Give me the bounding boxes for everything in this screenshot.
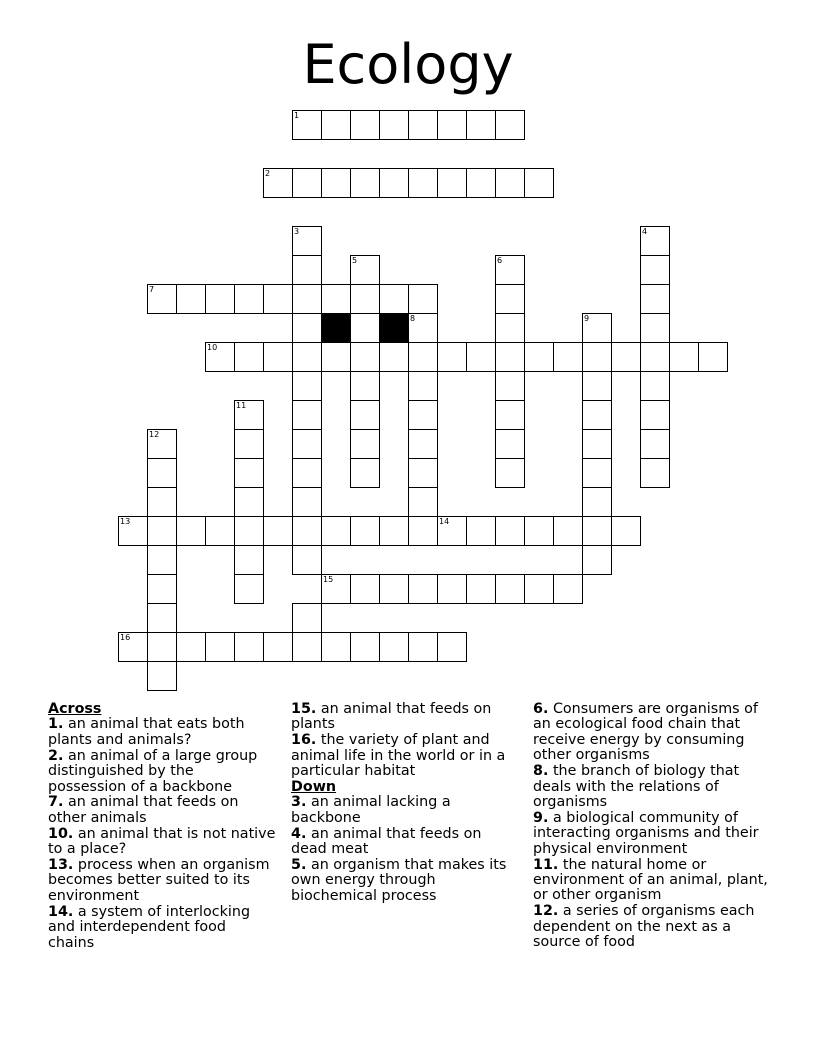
grid-cell[interactable] — [292, 313, 322, 343]
clue-number: 6 — [497, 256, 503, 265]
grid-cell[interactable] — [408, 313, 438, 343]
grid-cell[interactable] — [263, 284, 293, 314]
grid-cell[interactable] — [408, 284, 438, 314]
grid-cell[interactable] — [640, 400, 670, 430]
grid-cell[interactable] — [263, 342, 293, 372]
clue-across-7: 7. an animal that feeds on other animals — [48, 794, 239, 826]
clue-down-9: 9. a biological community of interacting organisms and their physical environment — [533, 809, 759, 857]
grid-cell[interactable] — [350, 574, 380, 604]
grid-cell[interactable] — [524, 516, 554, 546]
clue-across-13: 13. process when an organism becomes better suited to its environment — [48, 857, 270, 904]
grid-cell[interactable] — [118, 516, 148, 546]
grid-cell[interactable] — [234, 400, 264, 430]
clue-down-6: 6. Consumers are organisms of an ecological food chain that receive energy by consuming other organisms — [533, 701, 758, 764]
grid-cell[interactable] — [205, 284, 235, 314]
grid-cell[interactable] — [176, 516, 206, 546]
grid-cell[interactable] — [553, 342, 583, 372]
clue-number: 9 — [584, 314, 590, 323]
grid-cell[interactable] — [495, 255, 525, 285]
grid-cell[interactable] — [379, 632, 409, 662]
grid-cell[interactable] — [350, 400, 380, 430]
clue-number: 1 — [294, 111, 300, 120]
grid-block — [321, 313, 351, 343]
grid-cell[interactable] — [582, 371, 612, 401]
grid-cell[interactable] — [495, 458, 525, 488]
grid-cell[interactable] — [292, 371, 322, 401]
grid-cell[interactable] — [292, 226, 322, 256]
grid-cell[interactable] — [350, 255, 380, 285]
grid-cell[interactable] — [408, 400, 438, 430]
grid-cell[interactable] — [147, 487, 177, 517]
grid-cell[interactable] — [640, 284, 670, 314]
grid-cell[interactable] — [321, 168, 351, 198]
grid-cell[interactable] — [437, 168, 467, 198]
grid-cell[interactable] — [640, 371, 670, 401]
grid-cell[interactable] — [582, 342, 612, 372]
clue-down-8: 8. the branch of biology that deals with the relations of organisms — [533, 763, 740, 810]
grid-cell[interactable] — [292, 284, 322, 314]
grid-cell[interactable] — [437, 516, 467, 546]
grid-cell[interactable] — [263, 168, 293, 198]
grid-cell[interactable] — [379, 284, 409, 314]
grid-cell[interactable] — [582, 313, 612, 343]
grid-cell[interactable] — [321, 516, 351, 546]
grid-cell[interactable] — [466, 110, 496, 140]
grid-cell[interactable] — [321, 574, 351, 604]
grid-cell[interactable] — [466, 516, 496, 546]
grid-cell[interactable] — [350, 516, 380, 546]
grid-cell[interactable] — [640, 429, 670, 459]
grid-cell[interactable] — [147, 429, 177, 459]
grid-cell[interactable] — [118, 632, 148, 662]
grid-cell[interactable] — [147, 516, 177, 546]
grid-cell[interactable] — [147, 661, 177, 691]
grid-cell[interactable] — [234, 458, 264, 488]
grid-cell[interactable] — [495, 429, 525, 459]
clue-number: 14 — [439, 517, 450, 526]
grid-cell[interactable] — [147, 574, 177, 604]
grid-cell[interactable] — [292, 168, 322, 198]
grid-cell[interactable] — [379, 342, 409, 372]
grid-cell[interactable] — [553, 574, 583, 604]
grid-cell[interactable] — [379, 574, 409, 604]
grid-cell[interactable] — [234, 284, 264, 314]
grid-cell[interactable] — [350, 168, 380, 198]
clue-number: 2 — [265, 169, 271, 178]
grid-cell[interactable] — [495, 574, 525, 604]
grid-cell[interactable] — [495, 110, 525, 140]
clue-down-4: 4. an animal that feeds on dead meat — [291, 825, 482, 858]
grid-cell[interactable] — [205, 342, 235, 372]
grid-cell[interactable] — [408, 429, 438, 459]
grid-cell[interactable] — [379, 110, 409, 140]
grid-cell[interactable] — [292, 400, 322, 430]
grid-cell[interactable] — [408, 342, 438, 372]
grid-cell[interactable] — [611, 516, 641, 546]
grid-cell[interactable] — [524, 342, 554, 372]
clue-across-2: 2. an animal of a large group distinguished by the possession of a backbone — [48, 747, 258, 795]
grid-cell[interactable] — [640, 313, 670, 343]
grid-block — [379, 313, 409, 343]
grid-cell[interactable] — [147, 632, 177, 662]
clue-number: 11 — [236, 401, 247, 410]
grid-cell[interactable] — [582, 516, 612, 546]
grid-cell[interactable] — [379, 168, 409, 198]
grid-cell[interactable] — [582, 487, 612, 517]
grid-cell[interactable] — [234, 632, 264, 662]
clues-column-2 — [291, 702, 519, 905]
clue-across-10: 10. an animal that is not native to a place? — [48, 825, 276, 858]
grid-cell[interactable] — [292, 487, 322, 517]
grid-cell[interactable] — [582, 458, 612, 488]
grid-cell[interactable] — [234, 574, 264, 604]
grid-cell[interactable] — [495, 371, 525, 401]
clue-number: 15 — [323, 575, 334, 584]
grid-cell[interactable] — [553, 516, 583, 546]
grid-cell[interactable] — [640, 458, 670, 488]
grid-cell[interactable] — [408, 516, 438, 546]
grid-cell[interactable] — [495, 313, 525, 343]
clue-number: 7 — [149, 285, 155, 294]
grid-cell[interactable] — [640, 255, 670, 285]
grid-cell[interactable] — [408, 371, 438, 401]
grid-cell[interactable] — [669, 342, 699, 372]
grid-cell[interactable] — [611, 342, 641, 372]
grid-cell[interactable] — [292, 603, 322, 633]
clue-down-5: 5. an organism that makes its own energy through biochemical process — [291, 857, 507, 904]
grid-cell[interactable] — [582, 429, 612, 459]
clue-number: 8 — [410, 314, 416, 323]
grid-cell[interactable] — [437, 342, 467, 372]
clue-across-16: 16. the variety of plant and animal life in the world or in a particular habitat — [291, 732, 506, 780]
grid-cell[interactable] — [495, 342, 525, 372]
grid-cell[interactable] — [292, 458, 322, 488]
grid-cell[interactable] — [292, 342, 322, 372]
grid-cell[interactable] — [350, 429, 380, 459]
grid-cell[interactable] — [640, 226, 670, 256]
grid-cell[interactable] — [437, 110, 467, 140]
grid-cell[interactable] — [147, 603, 177, 633]
grid-cell[interactable] — [321, 632, 351, 662]
grid-cell[interactable] — [466, 168, 496, 198]
grid-cell[interactable] — [292, 632, 322, 662]
grid-cell[interactable] — [495, 284, 525, 314]
grid-cell[interactable] — [234, 487, 264, 517]
grid-cell[interactable] — [321, 110, 351, 140]
grid-cell[interactable] — [408, 632, 438, 662]
clue-down-3: 3. an animal lacking a backbone — [291, 794, 451, 826]
clues-column-1 — [48, 702, 276, 952]
clue-down-11: 11. the natural home or environment of an animal, plant, or other organism — [533, 856, 768, 904]
grid-cell[interactable] — [234, 429, 264, 459]
down-heading: Down — [291, 779, 337, 796]
grid-cell[interactable] — [263, 632, 293, 662]
grid-cell[interactable] — [408, 574, 438, 604]
grid-cell[interactable] — [408, 168, 438, 198]
grid-cell[interactable] — [350, 313, 380, 343]
grid-cell[interactable] — [234, 516, 264, 546]
grid-cell[interactable] — [205, 632, 235, 662]
grid-cell[interactable] — [437, 574, 467, 604]
clue-number: 5 — [352, 256, 358, 265]
grid-cell[interactable] — [524, 574, 554, 604]
grid-cell[interactable] — [495, 516, 525, 546]
grid-cell[interactable] — [292, 429, 322, 459]
clue-across-1: 1. an animal that eats both plants and animals? — [48, 716, 245, 748]
grid-cell[interactable] — [466, 574, 496, 604]
across-heading: Across — [48, 701, 102, 717]
grid-cell[interactable] — [524, 168, 554, 198]
clue-across-14: 14. a system of interlocking and interdependent food chains — [48, 903, 251, 951]
grid-cell[interactable] — [408, 487, 438, 517]
grid-cell[interactable] — [205, 516, 235, 546]
page-title: Ecology — [302, 33, 514, 96]
grid-cell[interactable] — [292, 545, 322, 575]
grid-cell[interactable] — [408, 110, 438, 140]
grid-cell[interactable] — [640, 342, 670, 372]
grid-cell[interactable] — [321, 284, 351, 314]
grid-cell[interactable] — [292, 516, 322, 546]
grid-cell[interactable] — [350, 458, 380, 488]
grid-cell[interactable] — [582, 400, 612, 430]
grid-cell[interactable] — [263, 516, 293, 546]
grid-cell[interactable] — [147, 284, 177, 314]
grid-cell[interactable] — [350, 110, 380, 140]
clue-number: 16 — [120, 633, 131, 642]
grid-cell[interactable] — [176, 284, 206, 314]
grid-cell[interactable] — [350, 284, 380, 314]
clue-number: 10 — [207, 343, 218, 352]
grid-cell[interactable] — [698, 342, 728, 372]
grid-cell[interactable] — [437, 632, 467, 662]
clues-column-3 — [533, 702, 769, 951]
grid-cell[interactable] — [147, 545, 177, 575]
grid-cell[interactable] — [234, 342, 264, 372]
grid-cell[interactable] — [379, 516, 409, 546]
grid-cell[interactable] — [292, 110, 322, 140]
grid-cell[interactable] — [176, 632, 206, 662]
clue-number: 12 — [149, 430, 160, 439]
grid-cell[interactable] — [292, 255, 322, 285]
grid-cell[interactable] — [350, 371, 380, 401]
grid-cell[interactable] — [495, 400, 525, 430]
grid-cell[interactable] — [147, 458, 177, 488]
grid-cell[interactable] — [350, 342, 380, 372]
clue-across-15: 15. an animal that feeds on plants — [291, 701, 492, 733]
grid-cell[interactable] — [582, 545, 612, 575]
grid-cell[interactable] — [408, 458, 438, 488]
clue-number: 4 — [642, 227, 648, 236]
grid-cell[interactable] — [234, 545, 264, 575]
clue-down-12: 12. a series of organisms each dependent on the next as a source of food — [533, 903, 755, 951]
grid-cell[interactable] — [495, 168, 525, 198]
grid-cell[interactable] — [321, 342, 351, 372]
clue-number: 13 — [120, 517, 131, 526]
grid-cell[interactable] — [350, 632, 380, 662]
grid-cell[interactable] — [466, 342, 496, 372]
clue-number: 3 — [294, 227, 300, 236]
